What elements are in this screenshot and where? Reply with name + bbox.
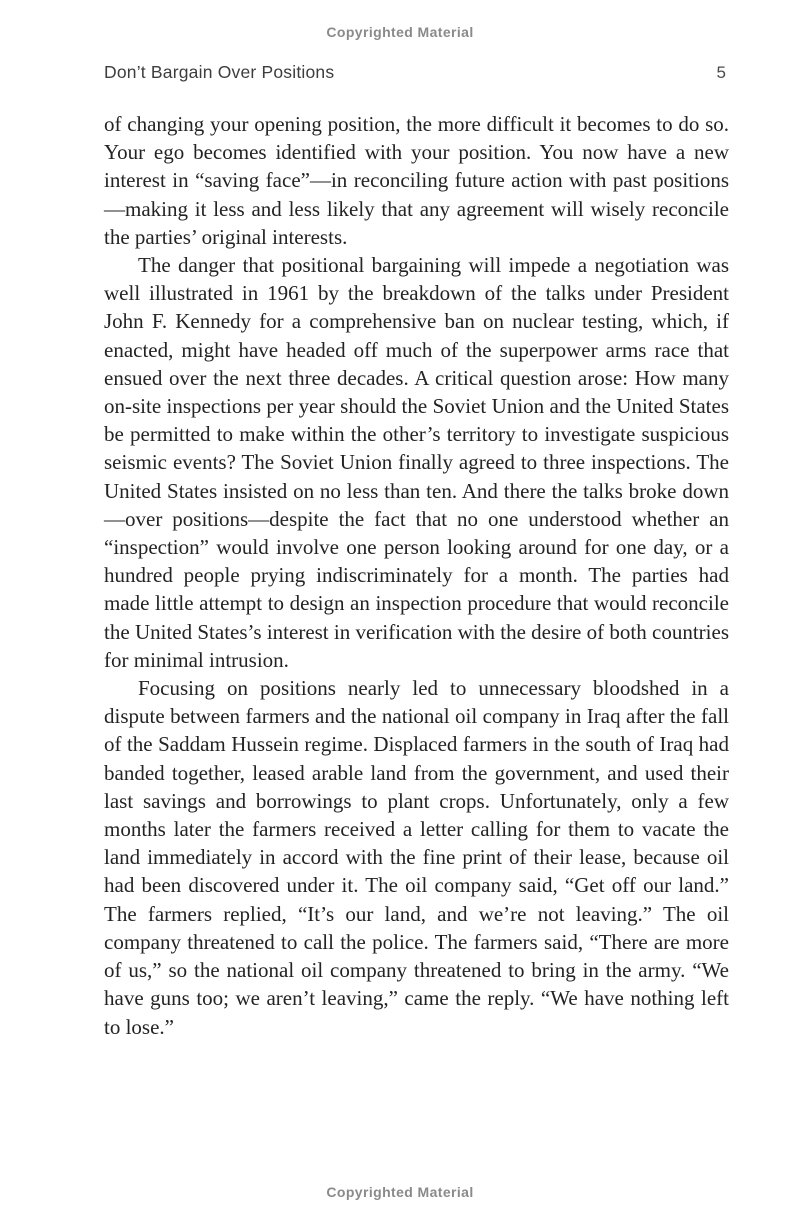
- copyright-notice-bottom: Copyrighted Material: [326, 1184, 474, 1200]
- paragraph: of changing your opening position, the more difficult it becomes to do so. Your ego becomes identified with your position. You now have a new interest in “saving face”—in reconciling future action with past positions—making it less and less likely that any agreement will wisely reconcile the parties’ original interests.: [104, 112, 729, 249]
- paragraph: Focusing on positions nearly led to unnecessary bloodshed in a dispute between farmers and the national oil company in Iraq after the fall of the Saddam Hussein regime. Displaced farmers in the south of Iraq had banded together, leased arable land from the government, and used their last savings and borrowings to plant crops. Unfortunately, only a few months later the farmers received a letter calling for them to vacate the land immediately in accord with the fine print of their lease, because oil had been discovered under it. The oil company said, “Get off our land.” The farmers replied, “It’s our land, and we’re not leaving.” The oil company threatened to call the police. The farmers said, “There are more of us,” so the national oil company threatened to bring in the army. “We have guns too; we aren’t leaving,” came the reply. “We have nothing left to lose.”: [104, 676, 729, 1039]
- page-header: [104, 62, 726, 83]
- page-body: [104, 110, 729, 1041]
- copyright-notice-top: Copyrighted Material: [326, 24, 474, 40]
- chapter-title: Don’t Bargain Over Positions: [104, 62, 335, 82]
- paragraph: The danger that positional bargaining will impede a negotiation was well illustrated in 1961 by the breakdown of the talks under President John F. Kennedy for a comprehensive ban on nuclear testing, which, if enacted, might have headed off much of the superpower arms race that ensued over the next three decades. A critical question arose: How many on-site inspections per year should the Soviet Union and the United States be permitted to make within the other’s territory to investigate suspicious seismic events? The Soviet Union finally agreed to three inspections. The United States insisted on no less than ten. And there the talks broke down—over positions—despite the fact that no one understood whether an “inspection” would involve one person looking around for one day, or a hundred people prying indiscriminately for a month. The parties had made little attempt to design an inspection procedure that would reconcile the United States’s interest in verification with the desire of both countries for minimal intrusion.: [104, 253, 729, 672]
- page-number: 5: [716, 63, 726, 82]
